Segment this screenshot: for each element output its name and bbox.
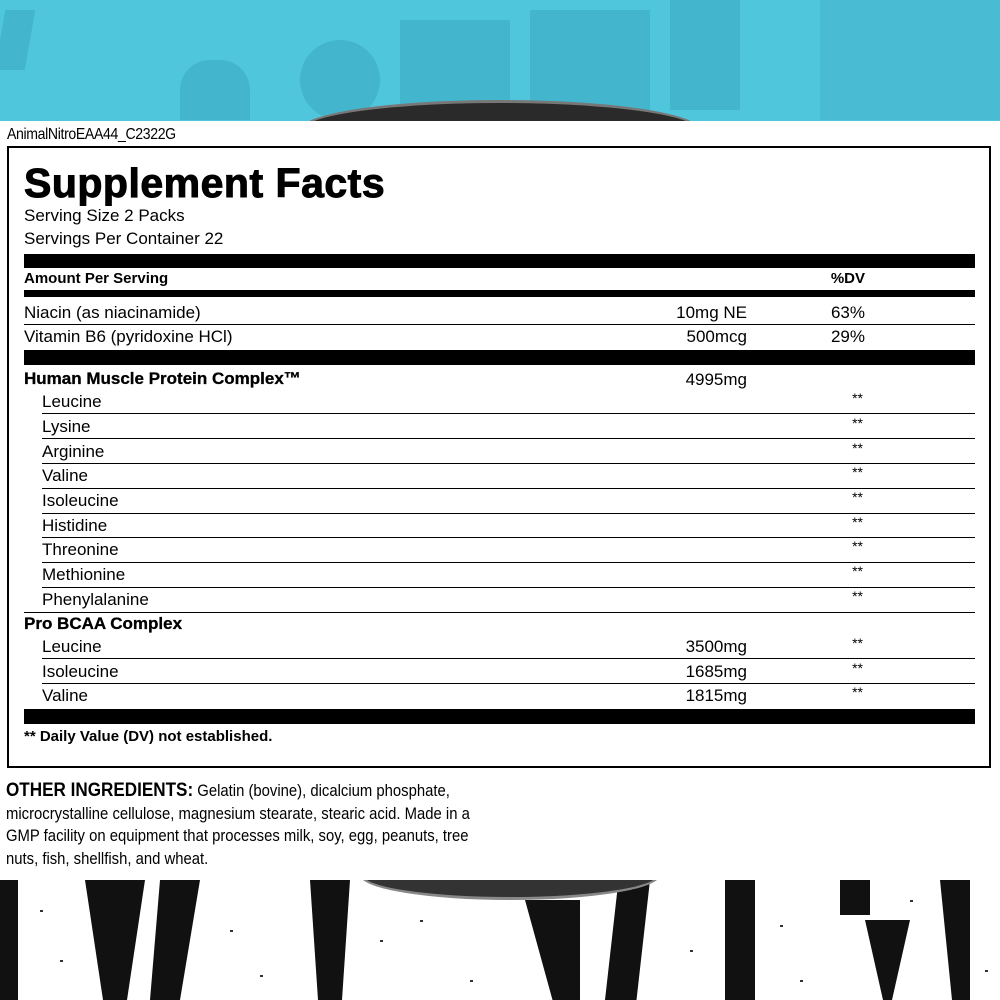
ingredient-name: Leucine [42, 637, 102, 656]
ingredient-name: Arginine [42, 442, 105, 461]
ingredient-name: Threonine [42, 540, 119, 559]
vitamin-dv: 29% [830, 327, 865, 346]
bottom-banner-graphic [0, 880, 1000, 1000]
row-divider [42, 513, 975, 514]
ingredient-dv: ** [852, 635, 863, 651]
ingredient-dv: ** [852, 390, 863, 406]
row-divider [42, 438, 975, 439]
complex-amount: 4995mg [685, 370, 747, 389]
ingredient-dv: ** [852, 538, 863, 554]
ingredient-dv: ** [852, 464, 863, 480]
ingredient-name: Valine [42, 686, 88, 705]
thick-divider [24, 254, 975, 268]
ingredient-name: Lysine [42, 417, 91, 436]
ingredient-name: Isoleucine [42, 491, 119, 510]
vitamin-name: Vitamin B6 (pyridoxine HCl) [24, 327, 233, 346]
ingredient-dv: ** [852, 440, 863, 456]
facts-title: Supplement Facts [24, 160, 386, 206]
complex-heading: Pro BCAA Complex [24, 614, 183, 633]
row-divider [42, 537, 975, 538]
ingredient-dv: ** [852, 489, 863, 505]
row-divider [24, 612, 975, 613]
ingredient-dv: ** [852, 684, 863, 700]
container-lid-shape [360, 880, 660, 900]
vitamin-name: Niacin (as niacinamide) [24, 303, 201, 322]
complex-heading: Human Muscle Protein Complex™ [24, 369, 301, 388]
top-banner-graphic [0, 0, 1000, 121]
serving-size: Serving Size 2 Packs [24, 206, 185, 225]
amount-per-serving-header: Amount Per Serving [24, 270, 169, 287]
ingredient-name: Methionine [42, 565, 126, 584]
ingredient-dv: ** [852, 415, 863, 431]
ingredient-dv: ** [852, 588, 863, 604]
dv-footnote: ** Daily Value (DV) not established. [24, 728, 273, 745]
ingredient-name: Isoleucine [42, 662, 119, 681]
ingredient-name: Histidine [42, 516, 108, 535]
row-divider [42, 683, 975, 684]
ingredient-dv: ** [852, 660, 863, 676]
ingredient-dv: ** [852, 563, 863, 579]
ingredient-name: Leucine [42, 392, 102, 411]
ingredient-dv: ** [852, 514, 863, 530]
other-ingredients-text: Gelatin (bovine), dicalcium phosphate, microcrystalline cellulose, magnesium stearate, stearic acid. Made in a GMP facility on equipment that processes milk, soy, egg, peanuts, tree nuts, fish, shellfish, and wheat. [6, 782, 470, 868]
row-divider [24, 324, 975, 325]
row-divider [42, 587, 975, 588]
vitamin-amount: 500mcg [686, 327, 747, 346]
ingredient-name: Phenylalanine [42, 590, 149, 609]
dv-header: %DV [830, 270, 865, 287]
vitamin-amount: 10mg NE [676, 303, 747, 322]
other-ingredients-heading: OTHER INGREDIENTS: [6, 780, 194, 801]
row-divider [42, 658, 975, 659]
row-divider [42, 463, 975, 464]
label-code: AnimalNitroEAA44_C2322G [7, 126, 176, 143]
row-divider [42, 562, 975, 563]
servings-per-container: Servings Per Container 22 [24, 229, 224, 248]
ingredient-amount: 1685mg [685, 662, 747, 681]
ingredient-amount: 1815mg [685, 686, 747, 705]
ingredient-name: Valine [42, 466, 88, 485]
thick-divider [24, 350, 975, 365]
thick-divider [24, 709, 975, 724]
other-ingredients [6, 780, 497, 870]
supplement-facts-panel [7, 146, 991, 768]
ingredient-amount: 3500mg [685, 637, 747, 656]
row-divider [42, 488, 975, 489]
row-divider [42, 413, 975, 414]
medium-divider [24, 290, 975, 297]
vitamin-dv: 63% [830, 303, 865, 322]
